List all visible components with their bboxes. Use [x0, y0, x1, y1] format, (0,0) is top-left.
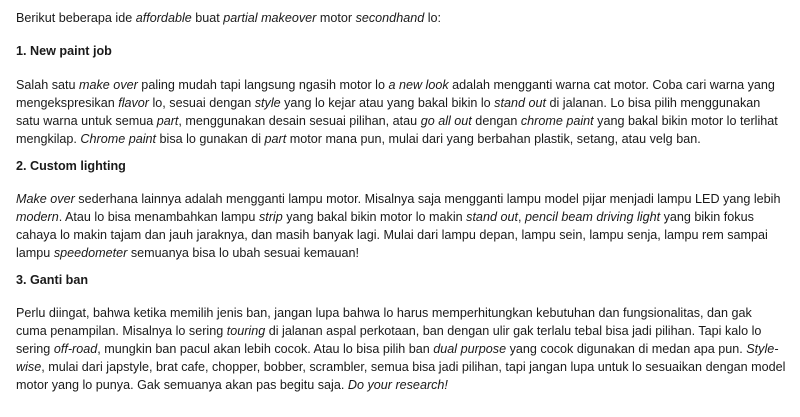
section-text: , mungkin ban pacul akan lebih cocok. Atau lo bisa pilih ban [97, 342, 434, 356]
section-text: yang cocok digunakan di medan apa pun. [506, 342, 747, 356]
section-text: . Atau lo bisa menambahkan lampu [58, 210, 259, 224]
section-text: Make over [16, 192, 75, 206]
section-text: part [264, 132, 287, 146]
intro-text: lo: [424, 11, 442, 25]
section-text: a new look [388, 78, 449, 92]
section-text: , [517, 210, 525, 224]
section-text: semuanya bisa lo ubah sesuai kemauan! [127, 246, 360, 260]
section-text: off-road [53, 342, 98, 356]
section-text: motor mana pun, mulai dari yang berbahan plastik, setang, atau velg ban. [286, 132, 701, 146]
section-text: Do your research! [347, 378, 448, 392]
section-text: dual purpose [433, 342, 507, 356]
intro-text: Berikut beberapa ide [16, 11, 136, 25]
section-text: make over [79, 78, 138, 92]
section-text: modern [16, 210, 59, 224]
section-heading-custom-lighting: 2. Custom lighting [16, 159, 126, 173]
section-body-new-paint-job [16, 76, 786, 148]
intro-paragraph [16, 9, 786, 27]
section-text: Style-wise [16, 342, 779, 374]
section-text: Chrome paint [80, 132, 157, 146]
intro-text: buat [191, 11, 224, 25]
section-text: adalah mengganti warna cat motor. Coba cari warna yang mengekspresikan [16, 78, 775, 110]
intro-text: partial makeover [223, 11, 317, 25]
section-text: go all out [420, 114, 472, 128]
intro-text: secondhand [355, 11, 425, 25]
section-text: bisa lo gunakan di [156, 132, 265, 146]
intro-text: motor [316, 11, 356, 25]
section-text: di jalanan aspal perkotaan, ban dengan ulir gak terlalu tebal bisa jadi pilihan. Tapi kalo lo sering [16, 324, 762, 356]
section-text: flavor [118, 96, 149, 110]
section-text: Salah satu [16, 78, 80, 92]
section-text: di jalanan. Lo bisa pilih menggunakan satu warna untuk semua [16, 96, 761, 128]
section-text: stand out [494, 96, 546, 110]
section-text: sederhana lainnya adalah mengganti lampu motor. Misalnya saja mengganti lampu model pijar menjadi lampu LED yang lebih [74, 192, 781, 206]
section-text: style [254, 96, 281, 110]
section-text: touring [226, 324, 266, 338]
section-text: , menggunakan desain sesuai pilihan, atau [178, 114, 421, 128]
section-heading-new-paint-job: 1. New paint job [16, 44, 112, 58]
section-text: yang bakal bikin motor lo makin [282, 210, 467, 224]
section-text: yang bikin fokus cahaya lo makin tajam dan jauh jaraknya, dan masih banyak lagi. Mulai dari lampu depan, lampu sein, lampu senja, lampu rem sampai lampu [16, 210, 768, 260]
section-text: paling mudah tapi langsung ngasih motor lo [137, 78, 389, 92]
section-text: yang lo kejar atau yang bakal bikin lo [280, 96, 495, 110]
section-text: strip [258, 210, 283, 224]
section-body-custom-lighting [16, 190, 786, 262]
section-text: lo, sesuai dengan [149, 96, 255, 110]
section-text: chrome paint [520, 114, 594, 128]
section-text: pencil beam driving light [524, 210, 661, 224]
section-text: speedometer [53, 246, 128, 260]
section-text: part [156, 114, 179, 128]
intro-text: affordable [135, 11, 192, 25]
section-text: yang bakal bikin motor lo terlihat mengkilap. [16, 114, 778, 146]
section-text: dengan [471, 114, 521, 128]
section-heading-ganti-ban: 3. Ganti ban [16, 273, 89, 287]
section-body-ganti-ban [16, 304, 786, 394]
section-text: Perlu diingat, bahwa ketika memilih jenis ban, jangan lupa bahwa lo harus memperhitungkan kebutuhan dan fungsionalitas, dan gak cuma penampilan. Misalnya lo sering [16, 306, 752, 338]
section-text: , mulai dari japstyle, brat cafe, chopper, bobber, scrambler, semua bisa jadi pilihan, tapi jangan lupa untuk lo sesuaikan dengan model motor yang lo punya. Gak semuanya akan pas begitu saja. [16, 360, 786, 392]
section-text: stand out [466, 210, 518, 224]
